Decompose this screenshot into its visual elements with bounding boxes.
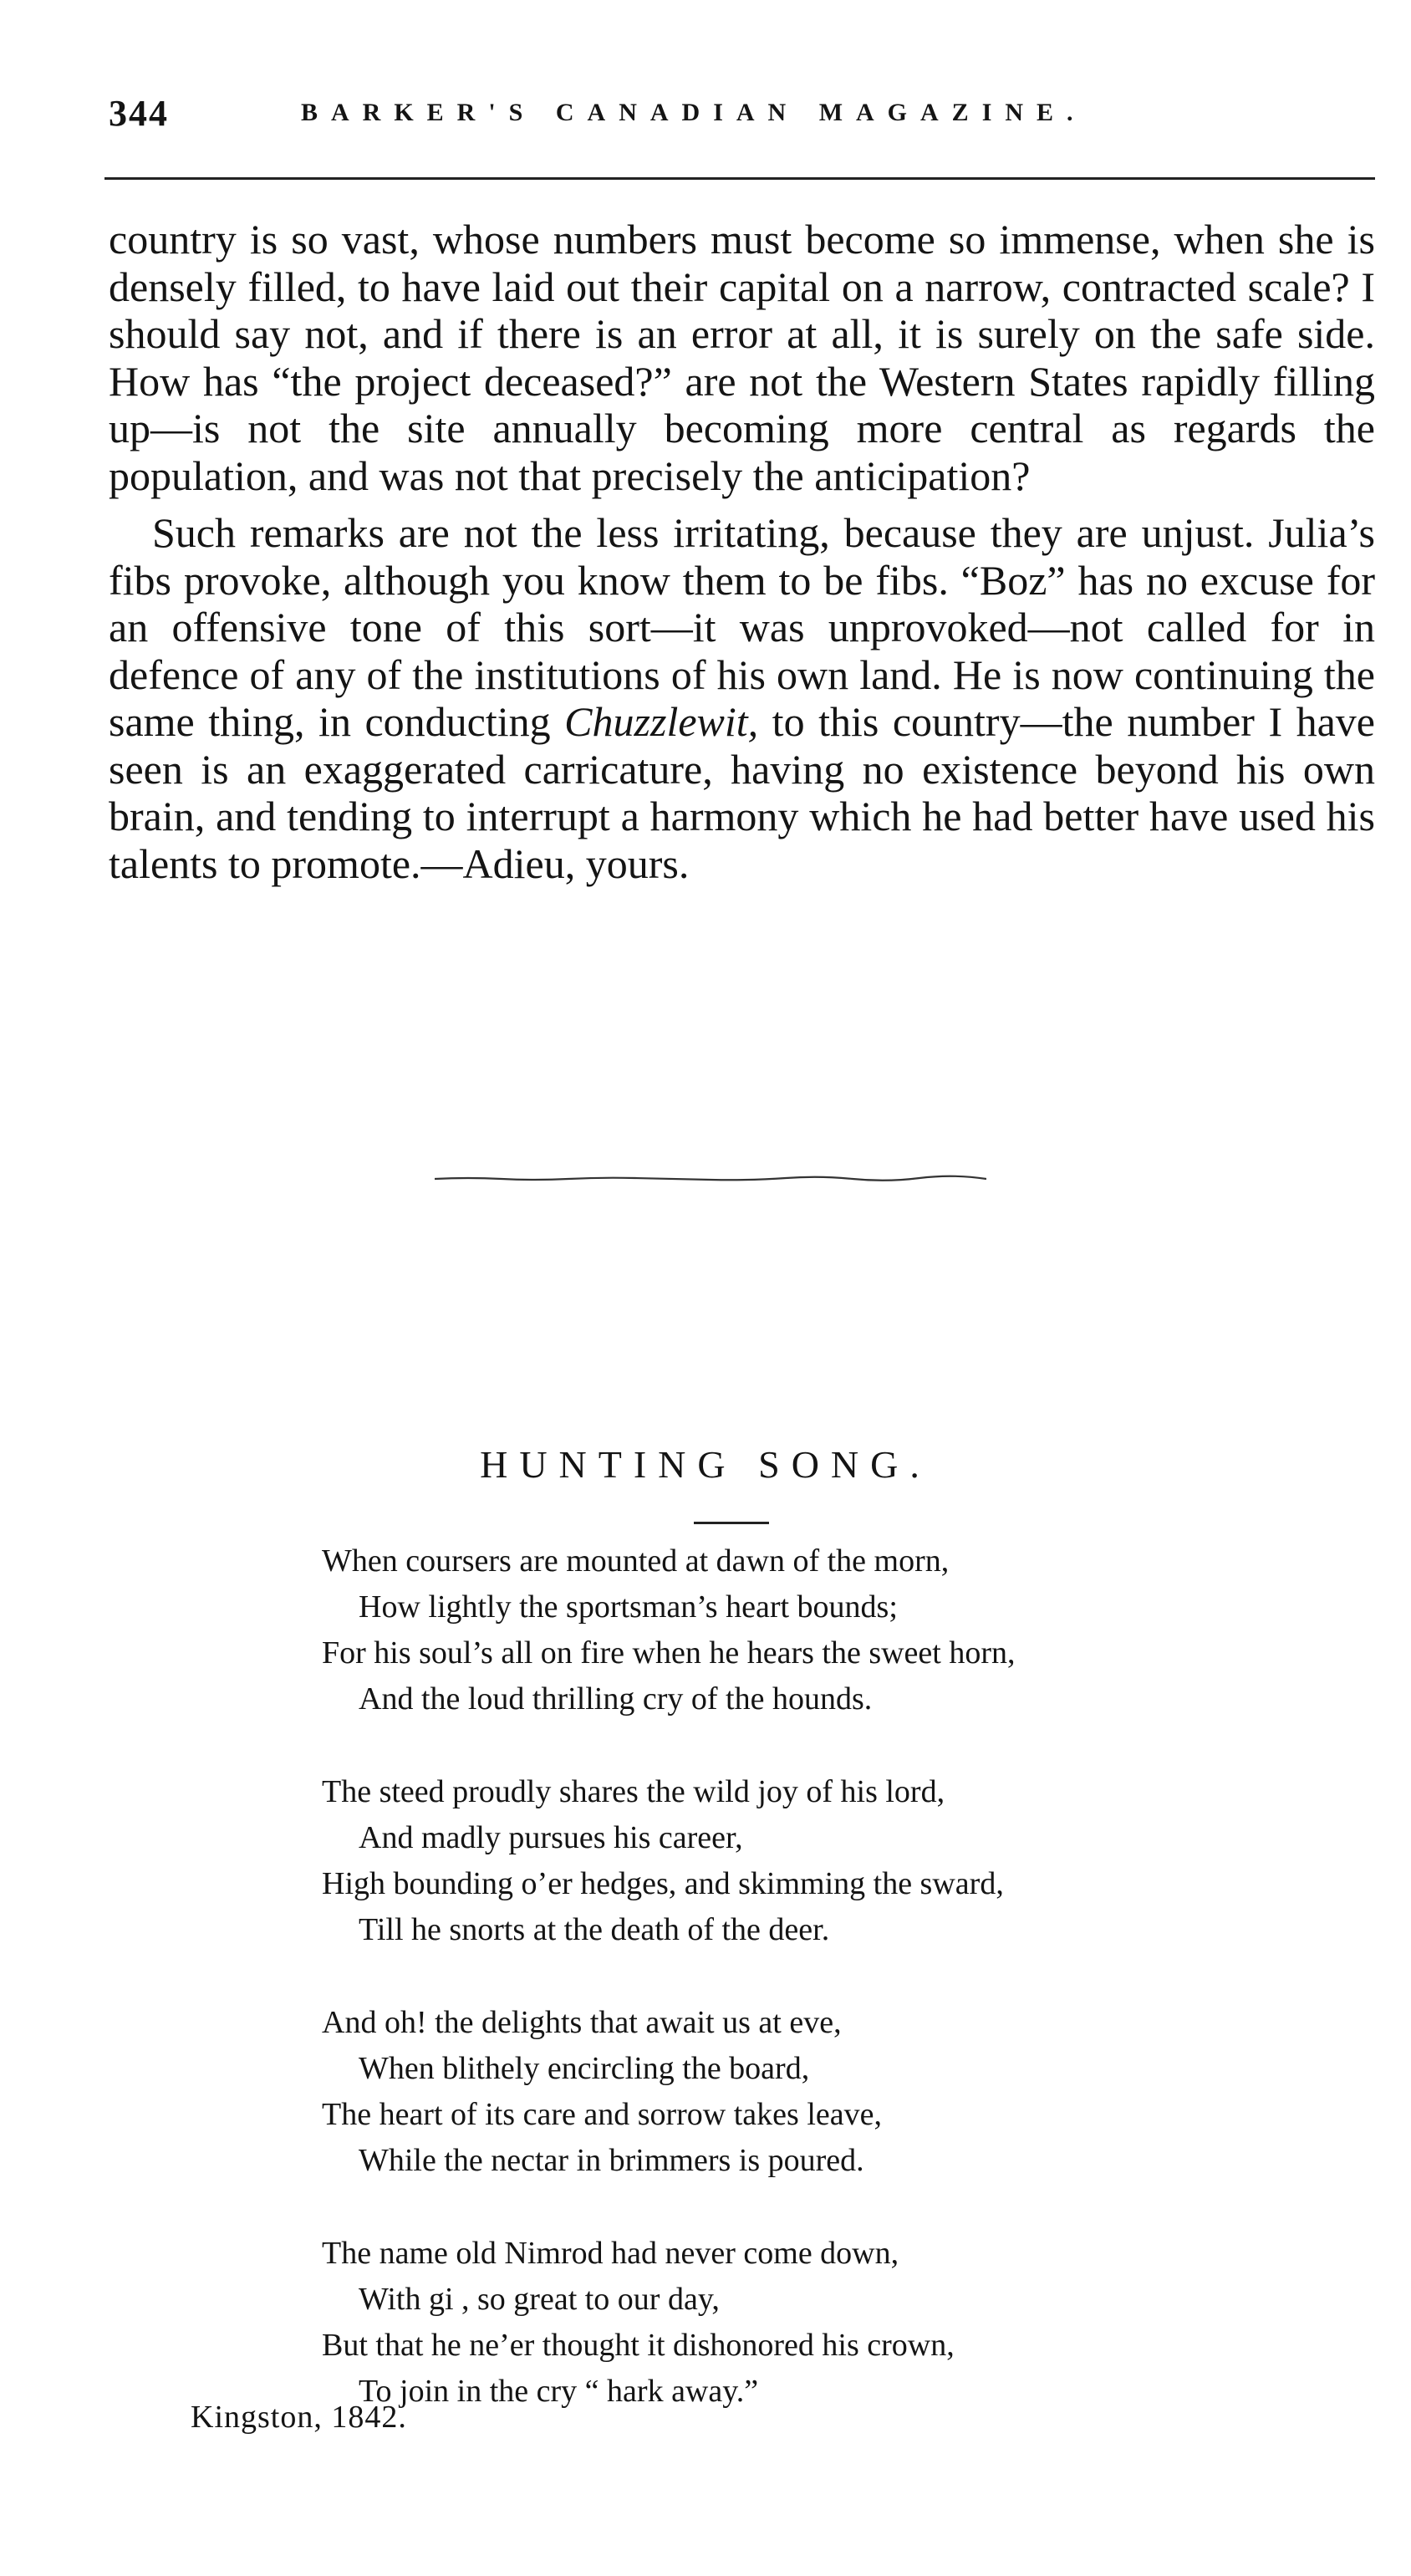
poem-title: HUNTING SONG.: [480, 1443, 931, 1486]
poem-line: The heart of its care and sorrow takes leave,: [322, 2097, 882, 2132]
poem-line: And oh! the delights that await us at eve,: [322, 2005, 842, 2040]
poem-body: [322, 1538, 1158, 2461]
poem-line: To join in the cry “ hark away.”: [359, 2374, 759, 2409]
page-number: 344: [109, 93, 169, 134]
poem-line: Till he snorts at the death of the deer.: [359, 1912, 830, 1947]
poem-line: And madly pursues his career,: [359, 1820, 743, 1855]
poem-line: When coursers are mounted at dawn of the morn,: [322, 1543, 950, 1579]
poem-line: For his soul’s all on fire when he hears the sweet horn,: [322, 1635, 1016, 1671]
stanza-3: [322, 2000, 1158, 2184]
section-divider: [435, 1175, 986, 1183]
stanza-2: [322, 1769, 1158, 1953]
stanza-4: [322, 2231, 1158, 2415]
poem-line: How lightly the sportsman’s heart bounds;: [359, 1589, 898, 1625]
running-header: [109, 92, 1371, 142]
title-rule: [694, 1522, 769, 1524]
poem-line: With gi , so great to our day,: [359, 2282, 720, 2317]
poem-line: When blithely encircling the board,: [359, 2051, 810, 2086]
work-title-italic: Chuzzlewit,: [564, 698, 759, 745]
poem-signature: Kingston, 1842.: [191, 2400, 407, 2435]
header-rule: [104, 177, 1375, 180]
article-paragraph-2: [109, 509, 1375, 887]
stanza-1: [322, 1538, 1158, 1722]
poem-line: While the nectar in brimmers is poured.: [359, 2143, 864, 2178]
poem-line: But that he ne’er thought it dishonored his crown,: [322, 2328, 955, 2363]
poem-line: The name old Nimrod had never come down,: [322, 2236, 899, 2271]
article-paragraph-1: country is so vast, whose numbers must become so immense, when she is densely filled, to have laid out their capital on a narrow, contracted scale? I should say not, and if there is an error at all, it is surely on the safe side. How has “the project deceased?” are not the Western States rapidly filling up—is not the site annually becoming more central as regards the population, and was not that precisely the anticipation?: [109, 216, 1375, 499]
poem-line: High bounding o’er hedges, and skimming the sward,: [322, 1866, 1004, 1901]
paragraph-2-text-start: Such remarks are not the less irritating, because they are unjust. Julia’s fibs provoke, although you know them to be fibs. “Boz” has no excuse for an offensive tone of this sort—it was unprovoked—not called for in defence of any of the institutions of his own land. He is now continuing the same thing, in conducting: [109, 509, 1375, 745]
paragraph-2-text-end: to this country—the number I have seen is an exaggerated carricature, having no existence beyond his own brain, and tending to interrupt a harmony which he had better have used his talents to promote.—Adieu, yours.: [109, 698, 1375, 887]
poem-line: The steed proudly shares the wild joy of his lord,: [322, 1774, 945, 1809]
poem-line: And the loud thrilling cry of the hounds.: [359, 1681, 873, 1716]
running-title: BARKER'S CANADIAN MAGAZINE.: [301, 99, 1087, 126]
article-body: [109, 216, 1375, 887]
